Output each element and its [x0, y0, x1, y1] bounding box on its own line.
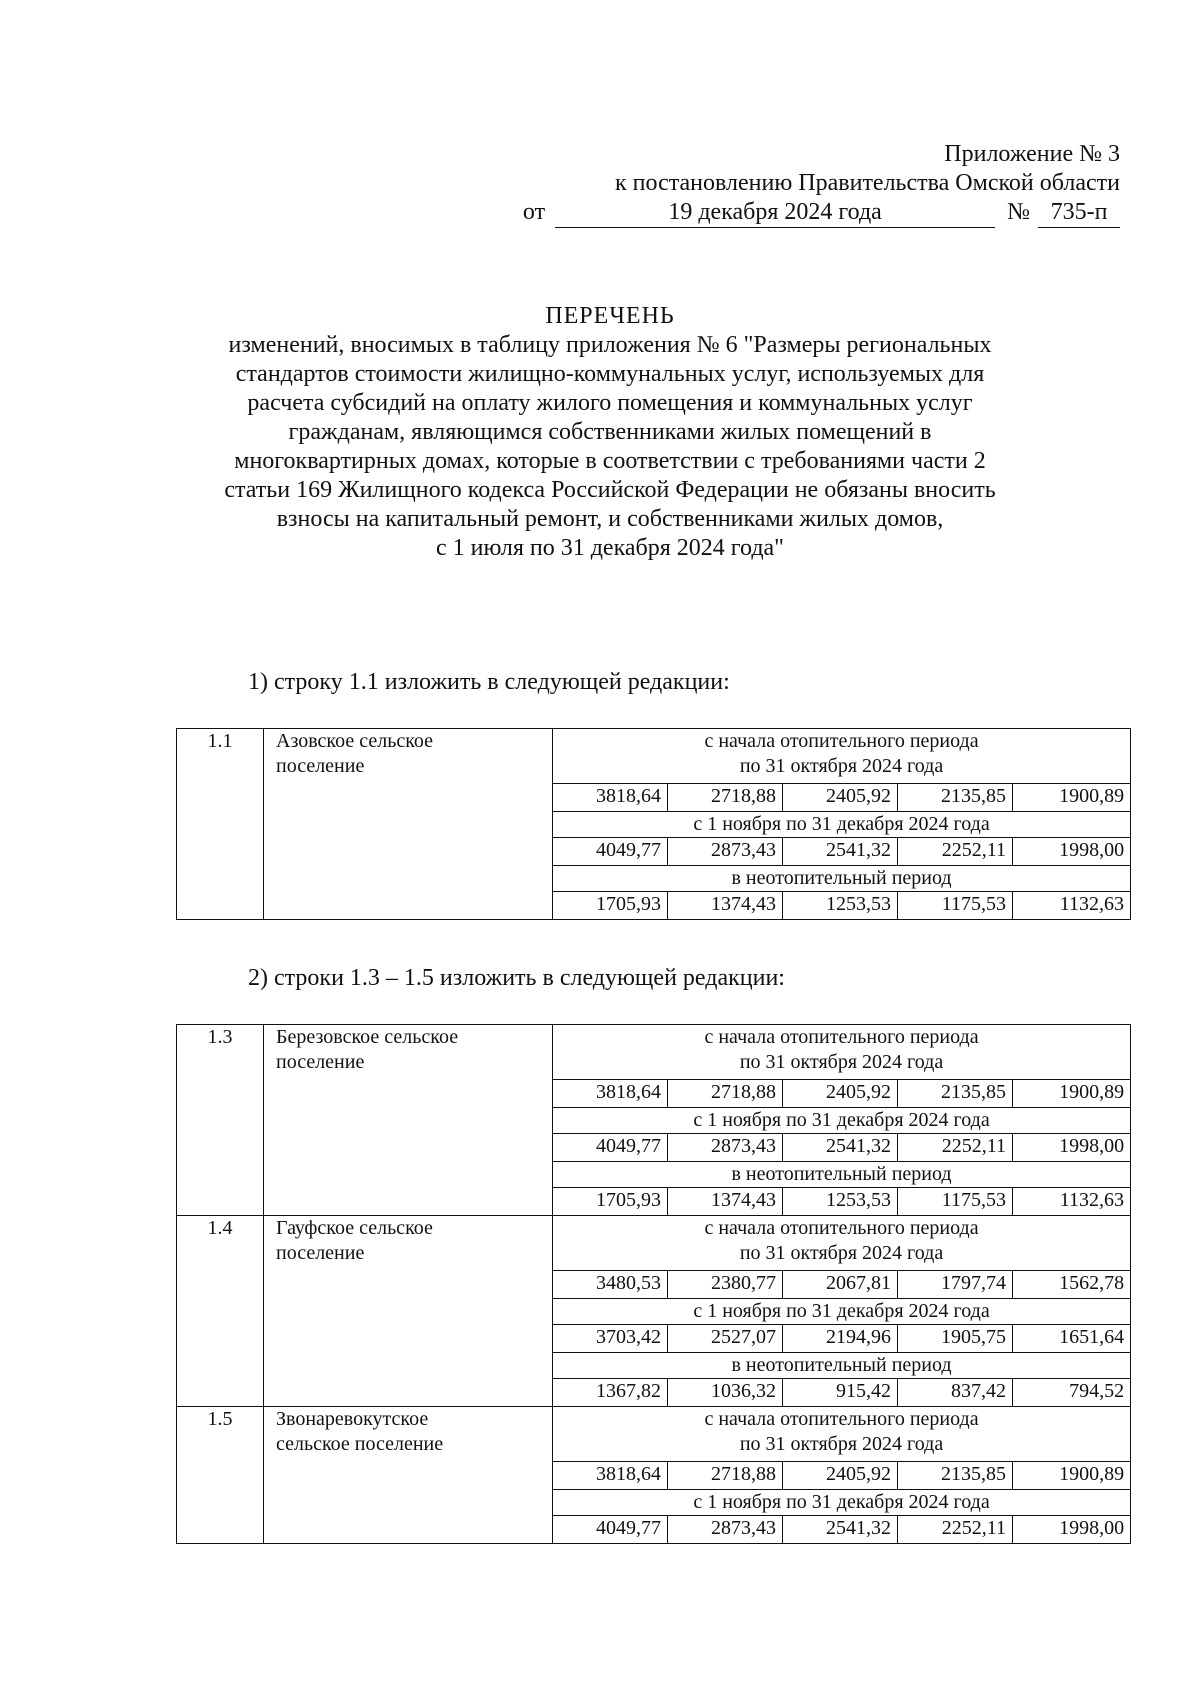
value-cell: 794,52 [1013, 1379, 1131, 1407]
decree-date: 19 декабря 2024 года [555, 198, 995, 228]
value-cell: 2541,32 [783, 1516, 898, 1544]
value-cell: 2405,92 [783, 1080, 898, 1108]
appendix-header [480, 140, 1120, 228]
value-cell: 837,42 [898, 1379, 1013, 1407]
decree-number: 735-п [1038, 198, 1120, 228]
settlement-name-line: сельское поселение [276, 1433, 444, 1455]
value-cell: 1374,43 [668, 892, 783, 920]
period-heating-start [553, 1025, 1131, 1080]
value-cell: 1705,93 [553, 892, 668, 920]
title-line: расчета субсидий на оплату жилого помещения и коммунальных услуг [247, 390, 973, 416]
value-cell: 3480,53 [553, 1271, 668, 1299]
row-number: 1.1 [177, 729, 264, 920]
appendix-reference: к постановлению Правительства Омской области [614, 170, 1120, 196]
value-cell: 4049,77 [553, 1516, 668, 1544]
value-cell: 2873,43 [668, 1134, 783, 1162]
value-cell: 2873,43 [668, 1516, 783, 1544]
value-cell: 3818,64 [553, 784, 668, 812]
value-cell: 2873,43 [668, 838, 783, 866]
row-number: 1.4 [177, 1216, 264, 1407]
period-label-line: по 31 октября 2024 года [739, 1051, 944, 1073]
value-cell: 2527,07 [668, 1325, 783, 1353]
value-cell: 1651,64 [1013, 1325, 1131, 1353]
value-cell: 1132,63 [1013, 1188, 1131, 1216]
value-cell: 1900,89 [1013, 1462, 1131, 1490]
value-cell: 3818,64 [553, 1080, 668, 1108]
value-cell: 1797,74 [898, 1271, 1013, 1299]
value-cell: 1132,63 [1013, 892, 1131, 920]
settlement-name [264, 1216, 553, 1407]
period-label-line: по 31 октября 2024 года [739, 1433, 944, 1455]
value-cell: 2405,92 [783, 784, 898, 812]
period-november-december: с 1 ноября по 31 декабря 2024 года [553, 1490, 1131, 1516]
value-cell: 2380,77 [668, 1271, 783, 1299]
value-cell: 4049,77 [553, 1134, 668, 1162]
value-cell: 2541,32 [783, 1134, 898, 1162]
value-cell: 1367,82 [553, 1379, 668, 1407]
value-cell: 2135,85 [898, 784, 1013, 812]
row-number: 1.5 [177, 1407, 264, 1544]
period-heating-start [553, 1407, 1131, 1462]
value-cell: 3703,42 [553, 1325, 668, 1353]
row-number: 1.3 [177, 1025, 264, 1216]
period-november-december: с 1 ноября по 31 декабря 2024 года [553, 1108, 1131, 1134]
value-cell: 1998,00 [1013, 838, 1131, 866]
title-line: многоквартирных домах, которые в соответствии с требованиями части 2 [234, 448, 986, 474]
value-cell: 2718,88 [668, 1462, 783, 1490]
settlement-name-line: Березовское сельское [276, 1026, 459, 1048]
period-label-line: с начала отопительного периода [704, 1408, 979, 1430]
period-non-heating: в неотопительный период [553, 1162, 1131, 1188]
value-cell: 1374,43 [668, 1188, 783, 1216]
settlement-name-line: поселение [276, 1242, 365, 1264]
table-row-1-1 [176, 728, 1131, 920]
instruction-first: 1) строку 1.1 изложить в следующей редакции: [248, 669, 730, 695]
value-cell: 2067,81 [783, 1271, 898, 1299]
period-non-heating: в неотопительный период [553, 866, 1131, 892]
value-cell: 1998,00 [1013, 1516, 1131, 1544]
period-label-line: с начала отопительного периода [704, 1217, 979, 1239]
value-cell: 1175,53 [898, 1188, 1013, 1216]
period-november-december: с 1 ноября по 31 декабря 2024 года [553, 812, 1131, 838]
title-line: с 1 июля по 31 декабря 2024 года" [436, 535, 784, 561]
value-cell: 1900,89 [1013, 784, 1131, 812]
table-rows-1-3-to-1-5 [176, 1024, 1131, 1544]
period-label-line: с начала отопительного периода [704, 730, 979, 752]
value-cell: 2718,88 [668, 1080, 783, 1108]
value-cell: 2405,92 [783, 1462, 898, 1490]
period-label-line: с начала отопительного периода [704, 1026, 979, 1048]
settlement-name-line: Гауфское сельское [276, 1217, 433, 1239]
value-cell: 1036,32 [668, 1379, 783, 1407]
value-cell: 1900,89 [1013, 1080, 1131, 1108]
value-cell: 915,42 [783, 1379, 898, 1407]
document-heading: ПЕРЕЧЕНЬ [545, 303, 675, 329]
title-line: гражданам, являющимся собственниками жилых помещений в [288, 419, 932, 445]
value-cell: 1998,00 [1013, 1134, 1131, 1162]
period-heating-start [553, 1216, 1131, 1271]
title-line: статьи 169 Жилищного кодекса Российской Федерации не обязаны вносить [224, 477, 996, 503]
settlement-name-line: Звонаревокутское [276, 1408, 429, 1430]
period-november-december: с 1 ноября по 31 декабря 2024 года [553, 1299, 1131, 1325]
settlement-name-line: поселение [276, 755, 365, 777]
value-cell: 1175,53 [898, 892, 1013, 920]
title-line: взносы на капитальный ремонт, и собственниками жилых домов, [276, 506, 944, 532]
title-line: изменений, вносимых в таблицу приложения № 6 "Размеры региональных [228, 332, 992, 358]
value-cell: 2252,11 [898, 1134, 1013, 1162]
settlement-name [264, 1025, 553, 1216]
value-cell: 1905,75 [898, 1325, 1013, 1353]
appendix-number: Приложение № 3 [944, 141, 1120, 167]
value-cell: 2718,88 [668, 784, 783, 812]
period-non-heating: в неотопительный период [553, 1353, 1131, 1379]
period-heating-start [553, 729, 1131, 784]
settlement-name [264, 1407, 553, 1544]
value-cell: 4049,77 [553, 838, 668, 866]
value-cell: 2252,11 [898, 838, 1013, 866]
value-cell: 2252,11 [898, 1516, 1013, 1544]
decree-from-label: от [522, 199, 546, 225]
settlement-name [264, 729, 553, 920]
value-cell: 2541,32 [783, 838, 898, 866]
decree-line [480, 198, 1120, 228]
period-label-line: по 31 октября 2024 года [739, 755, 944, 777]
title-line: стандартов стоимости жилищно-коммунальных услуг, используемых для [235, 361, 985, 387]
settlement-name-line: Азовское сельское [276, 730, 434, 752]
value-cell: 2135,85 [898, 1080, 1013, 1108]
decree-number-sign: № [1007, 199, 1030, 225]
value-cell: 1253,53 [783, 892, 898, 920]
value-cell: 1705,93 [553, 1188, 668, 1216]
value-cell: 2194,96 [783, 1325, 898, 1353]
value-cell: 3818,64 [553, 1462, 668, 1490]
value-cell: 1562,78 [1013, 1271, 1131, 1299]
instruction-second: 2) строки 1.3 – 1.5 изложить в следующей редакции: [248, 965, 785, 991]
value-cell: 2135,85 [898, 1462, 1013, 1490]
value-cell: 1253,53 [783, 1188, 898, 1216]
document-title-block [150, 302, 1070, 563]
period-label-line: по 31 октября 2024 года [739, 1242, 944, 1264]
settlement-name-line: поселение [276, 1051, 365, 1073]
